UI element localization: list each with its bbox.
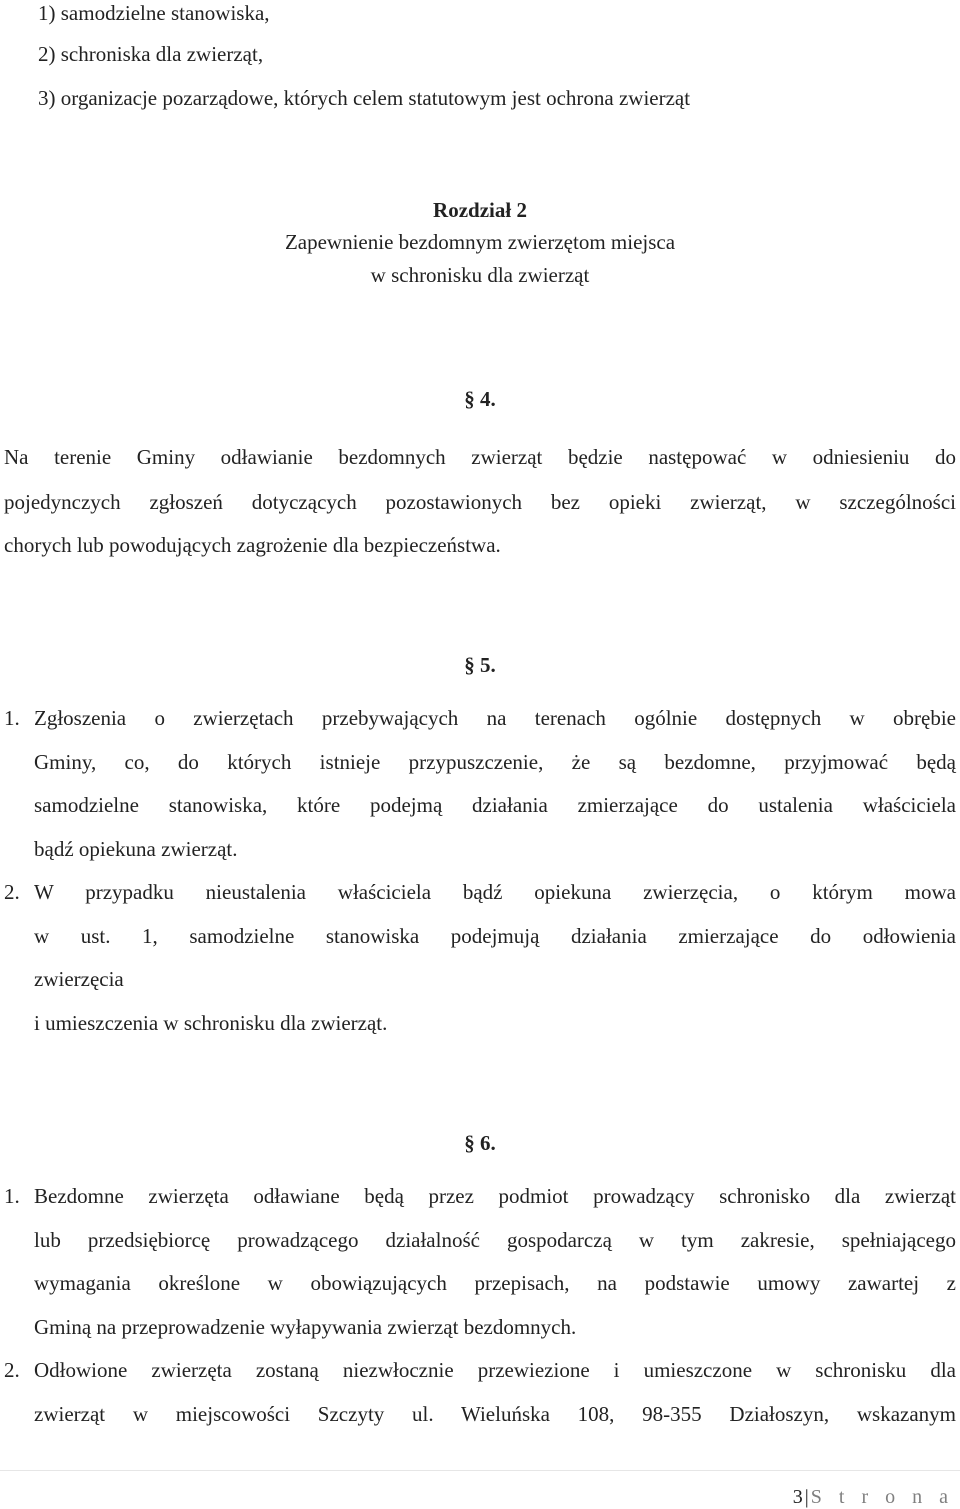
section-4-line-2: pojedynczych zgłoszeń dotyczących pozostawionych bez opieki zwierząt, w szczególności: [4, 490, 956, 514]
section-6-p1-number: 1.: [4, 1184, 20, 1208]
section-5-p1-line-3: samodzielne stanowiska, które podejmą działania zmierzające do ustalenia właściciela: [34, 793, 956, 817]
footer-rule: [0, 1470, 960, 1471]
chapter-title-line2: w schronisku dla zwierząt: [370, 263, 590, 287]
section-6-p2-line-2: zwierząt w miejscowości Szczyty ul. Wieluńska 108, 98-355 Działoszyn, wskazanym: [34, 1402, 956, 1426]
section-5-p2-line-4: i umieszczenia w schronisku dla zwierząt.: [34, 1011, 388, 1035]
section-5-p2-line-1: W przypadku nieustalenia właściciela bądź opiekuna zwierzęcia, o którym mowa: [34, 880, 956, 904]
section-5-p2-line-2: w ust. 1, samodzielne stanowiska podejmują działania zmierzające do odłowienia: [34, 924, 956, 948]
section-5-p1-number: 1.: [4, 706, 20, 730]
section-5-p2-line-3: zwierzęcia: [34, 967, 124, 991]
chapter-title-line1: Zapewnienie bezdomnym zwierzętom miejsca: [284, 230, 676, 254]
section-6-p1-line-4: Gminą na przeprowadzenie wyłapywania zwierząt bezdomnych.: [34, 1315, 577, 1339]
list-item-1: 1) samodzielne stanowiska,: [38, 1, 270, 25]
section-4-line-3: chorych lub powodujących zagrożenie dla bezpieczeństwa.: [4, 533, 501, 557]
section-6-p2-number: 2.: [4, 1358, 20, 1382]
section-6-heading: § 6.: [464, 1131, 496, 1155]
section-6-p1-line-2: lub przedsiębiorcę prowadzącego działalność gospodarczą w tym zakresie, spełniającego: [34, 1228, 956, 1252]
section-6-p2-line-1: Odłowione zwierzęta zostaną niezwłocznie przewiezione i umieszczone w schronisku dla: [34, 1358, 956, 1382]
section-6-p1-line-3: wymagania określone w obowiązujących przepisach, na podstawie umowy zawartej z: [34, 1271, 956, 1295]
section-5-p2-number: 2.: [4, 880, 20, 904]
section-5-p1-line-4: bądź opiekuna zwierząt.: [34, 837, 238, 861]
section-5-heading: § 5.: [464, 653, 496, 677]
page-footer: [793, 1486, 954, 1508]
page-label: S t r o n a: [810, 1486, 954, 1508]
list-item-2: 2) schroniska dla zwierząt,: [38, 42, 264, 66]
section-4-line-1: Na terenie Gminy odławianie bezdomnych zwierząt będzie następować w odniesieniu do: [4, 445, 956, 469]
list-item-3: 3) organizacje pozarządowe, których celem statutowym jest ochrona zwierząt: [38, 86, 691, 110]
section-6-p1-line-1: Bezdomne zwierzęta odławiane będą przez podmiot prowadzący schronisko dla zwierząt: [34, 1184, 956, 1208]
chapter-number: Rozdział 2: [433, 198, 527, 222]
section-5-p1-line-1: Zgłoszenia o zwierzętach przebywających na terenach ogólnie dostępnych w obrębie: [34, 706, 956, 730]
section-4-heading: § 4.: [464, 387, 496, 411]
section-5-p1-line-2: Gminy, co, do których istnieje przypuszczenie, że są bezdomne, przyjmować będą: [34, 750, 956, 774]
footer-separator: |: [804, 1486, 809, 1508]
page-number: 3: [792, 1486, 803, 1508]
